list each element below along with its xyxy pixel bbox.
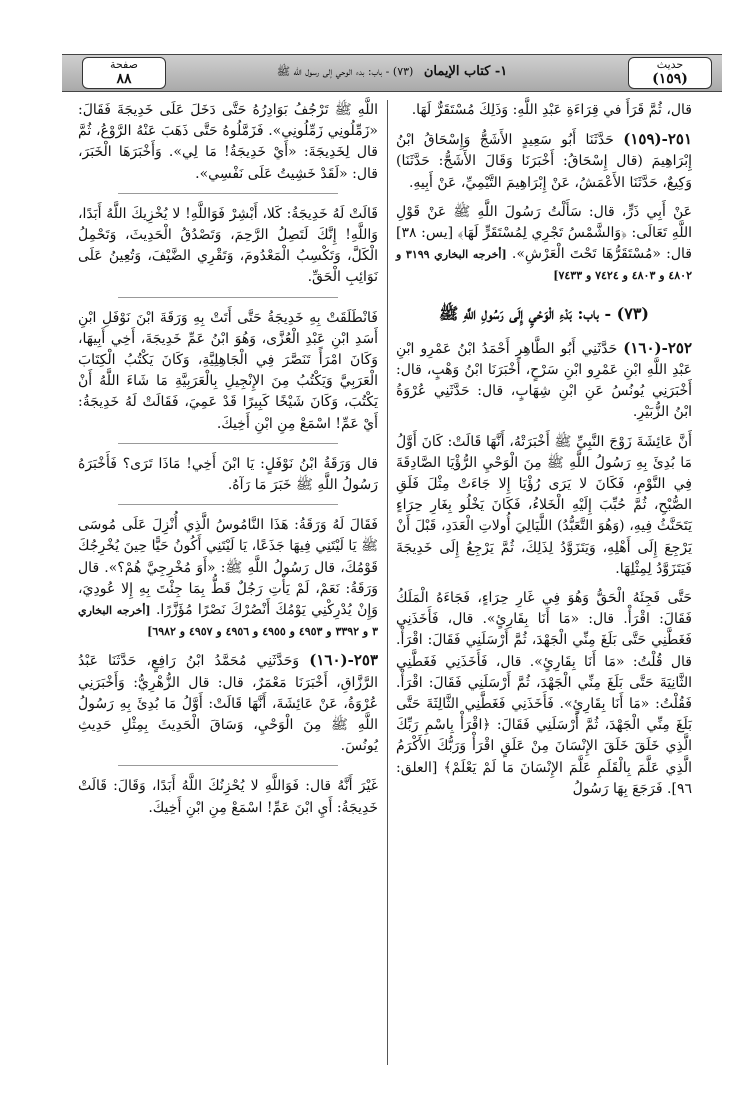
hadith-number: ٢٥٣-(١٦٠) <box>309 651 379 670</box>
hadith-chain: حَدَّثَنَا أَبُو سَعِيدٍ الأَشَجُّ وَإِسْحَاقُ ابْنُ إِبْرَاهِيمَ (قال إِسْحَاقُ: أَخْبَرَنَا وَقَالَ الأَشَجُّ: حَدَّثَنَا) وَكِيعٌ، حَدَّثَنَا الأَعْمَشُ، عَنْ إِبْرَاهِيمَ التَّيْمِيِّ، عَنْ أَبِيهِ. <box>396 132 692 191</box>
separator <box>118 765 338 766</box>
paragraph: قال وَرَقَةُ ابْنُ نَوْفَلٍ: يَا ابْنَ أَخِي! مَاذَا تَرَى؟ فَأَخْبَرَهُ رَسُولُ اللَّهِ ﷺ خَبَرَ مَا رَآهُ. <box>78 455 378 494</box>
hadith-number: ٢٥١-(١٥٩) <box>623 130 692 149</box>
chapter-title: (٧٣) - باب: بدء الوحي إلى رسول الله ﷺ <box>276 65 414 78</box>
hadith-252-body-continued: حَتَّى فَجِئَهُ الْحَقُّ وَهُوَ فِي غَارِ حِرَاءٍ، فَجَاءَهُ الْمَلَكُ فَقَالَ: اقْرَأْ. قال: «مَا أَنَا بِقَارِئٍ». قال، فَأَخَذَنِي فَغَطَّنِي حَتَّى بَلَغَ مِنِّي الْجَهْدَ، ثُمَّ أَرْسَلَنِي فَقَالَ: اقْرَأْ. قال قُلْتُ: «مَا أَنَا بِقَارِئٍ». قال، فَأَخَذَنِي فَغَطَّنِي الثَّانِيَةَ حَتَّى بَلَغَ مِنِّي الْجَهْدَ، ثُمَّ أَرْسَلَنِي فَقَالَ: اقْرَأْ. فَقُلْتُ: «مَا أَنَا بِقَارِئٍ». فَأَخَذَنِي فَغَطَّنِي الثَّالِثَةَ حَتَّى بَلَغَ مِنِّي الْجَهْدَ، ثُمَّ أَرْسَلَنِي فَقَالَ: ﴿اقْرَأْ بِاسْمِ رَبِّكَ الَّذِي خَلَقَ خَلَقَ الإِنْسَانَ مِنْ عَلَقٍ اقْرَأْ وَرَبُّكَ الأَكْرَمُ الَّذِي عَلَّمَ بِالْقَلَمِ عَلَّمَ الإِنْسَانَ مَا لَمْ يَعْلَمْ﴾ [العلق: ٩٦]. فَرَجَعَ بِهَا رَسُولُ <box>396 590 692 797</box>
page-number-box <box>82 57 166 89</box>
hadith-chain: وَحَدَّثَنِي مُحَمَّدُ ابْنُ رَافِعٍ، حَدَّثَنَا عَبْدُ الرَّزَّاقِ، أَخْبَرَنَا مَعْمَرٌ، قال: قال الزُّهْرِيُّ: وَأَخْبَرَنِي عُرْوَةُ، عَنْ عَائِشَةَ، أَنَّهَا قَالَتْ: أَوَّلُ مَا بُدِئَ بِهِ رَسُولُ اللَّهِ ﷺ مِنَ الْوَحْيِ، وَسَاقَ الْحَدِيثَ بِمِثْلِ حَدِيثِ يُونُسَ. <box>78 653 378 755</box>
hadith-reference: [أخرجه البخاري ٣ و ٣٣٩٢ و ٤٩٥٣ و ٤٩٥٥ و ٤٩٥٦ و ٤٩٥٧ و ٦٩٨٢] <box>78 604 378 639</box>
hadith-chain: حَدَّثَنِي أَبُو الطَّاهِرِ أَحْمَدُ ابْنُ عَمْرِو ابْنِ عَبْدِ اللَّهِ ابْنِ عَمْرِو ابْنِ سَرْحٍ، أَخْبَرَنَا ابْنُ وَهْبٍ، قال: أَخْبَرَنِي يُونُسُ عَنِ ابْنِ شِهَابٍ، قال: حَدَّثَنِي عُرْوَةُ ابْنُ الزُّبَيْرِ. <box>396 340 692 421</box>
chapter-heading: (٧٣) - باب: بَدْءِ الْوَحْيِ إِلَى رَسُولِ اللَّهِ ﷺ <box>439 303 649 323</box>
paragraph: اللَّهِ ﷺ تَرْجُفُ بَوَادِرُهُ حَتَّى دَخَلَ عَلَى خَدِيجَةَ فَقَالَ: «زَمِّلُونِي زَمِّلُونِي». فَزَمَّلُوهُ حَتَّى ذَهَبَ عَنْهُ الرَّوْعُ، ثُمَّ قال لِخَدِيجَةَ: «أَيْ خَدِيجَةُ! مَا لِي». وَأَخْبَرَهَا الْخَبَرَ، قال: «لَقَدْ خَشِيتُ عَلَى نَفْسِي». <box>78 102 378 182</box>
hadith-252 <box>396 338 692 424</box>
hadith-251 <box>396 129 692 194</box>
separator <box>118 297 338 298</box>
page-header <box>62 54 722 92</box>
hadith-number: ٢٥٢-(١٦٠) <box>623 338 692 357</box>
paragraph: غَيْرَ أَنَّهُ قال: فَوَاللَّهِ لا يُحْزِنُكَ اللَّهُ أَبَدًا، وَقَالَ: قَالَتْ خَدِيجَةُ: أَيِ ابْنَ عَمِّ! اسْمَعْ مِنِ ابْنِ أَخِيكَ. <box>78 778 378 816</box>
column-divider <box>387 100 388 1065</box>
hadith-range: (١٥٩) <box>652 71 688 87</box>
hadith-reference: [أخرجه البخاري ٣١٩٩ و ٤٨٠٢ و ٤٨٠٣ و ٧٤٢٤ و ٧٤٣٣] <box>396 248 692 283</box>
separator <box>118 443 338 444</box>
hadith-text: فَقَالَ لَهُ وَرَقَةُ: هَذَا النَّامُوسُ الَّذِي أُنْزِلَ عَلَى مُوسَى ﷺ يَا لَيْتَنِي فِيهَا جَذَعًا، يَا لَيْتَنِي أَكُونُ حَيًّا حِينَ يُخْرِجُكَ قَوْمُكَ، قال رَسُولُ اللَّهِ ﷺ: «أَوَ مُخْرِجِيَّ هُمْ؟». قال وَرَقَةُ: نَعَمْ، لَمْ يَأْتِ رَجُلٌ قَطُّ بِمَا جِئْتَ بِهِ إِلا عُودِيَ، وَإِنْ يُدْرِكْنِي يَوْمُكَ أَنْصُرْكَ نَصْرًا مُؤَزَّرًا. <box>78 517 379 619</box>
page-label: صفحة <box>110 58 138 71</box>
paragraph: قَالَتْ لَهُ خَدِيجَةُ: كَلا، أَبْشِرْ فَوَاللَّهِ! لا يُخْزِيكَ اللَّهُ أَبَدًا، وَاللَّهِ! إِنَّكَ لَتَصِلُ الرَّحِمَ، وَتَصْدُقُ الْحَدِيثَ، وَتَحْمِلُ الْكَلَّ، وَتَكْسِبُ الْمَعْدُومَ، وَتَقْرِي الضَّيْفَ، وَتُعِينُ عَلَى نَوَائِبِ الْحَقِّ. <box>78 205 378 286</box>
separator <box>118 193 338 194</box>
paragraph: قال، ثُمَّ قَرَأَ في قِرَاءَةِ عَبْدِ اللَّهِ: وَذَلِكَ مُسْتَقَرٌّ لَهَا. <box>411 102 692 118</box>
hadith-number-box <box>628 57 712 89</box>
left-column <box>78 100 378 827</box>
hadith-251-body <box>396 202 692 287</box>
book-title: ١- كتاب الإيمان <box>423 64 508 79</box>
paragraph <box>78 515 378 642</box>
hadith-text: عَنْ أَبِي ذَرٍّ، قال: سَأَلْتُ رَسُولَ اللَّهِ ﷺ عَنْ قَوْلِ اللَّهِ تَعَالَى: ﴿وَالشَّمْسُ تَجْرِي لِمُسْتَقَرٍّ لَهَا﴾ [يس: ٣٨] قال: «مُسْتَقَرُّهَا تَحْتَ الْعَرْشِ». <box>396 203 692 263</box>
running-title <box>172 64 612 81</box>
right-column <box>396 100 692 808</box>
hadith-252-body: أَنَّ عَائِشَةَ زَوْجَ النَّبِيِّ ﷺ أَخْبَرَتْهُ، أَنَّهَا قَالَتْ: كَانَ أَوَّلُ مَا بُدِئَ بِهِ رَسُولُ اللَّهِ ﷺ مِنَ الْوَحْيِ الرُّؤْيَا الصَّادِقَةَ فِي النَّوْمِ، فَكَانَ لا يَرَى رُؤْيَا إِلا جَاءَتْ مِثْلَ فَلَقِ الصُّبْحِ، ثُمَّ حُبِّبَ إِلَيْهِ الْخَلاءُ، فَكَانَ يَخْلُو بِغَارِ حِرَاءٍ يَتَحَنَّثُ فِيهِ، (وَهُوَ التَّعَبُّدُ) اللَّيَالِيَ أُولاتِ الْعَدَدِ، قَبْلَ أَنْ يَرْجِعَ إِلَى أَهْلِهِ، وَيَتَزَوَّدُ لِذَلِكَ، ثُمَّ يَرْجِعُ إِلَى خَدِيجَةَ فَيَتَزَوَّدُ لِمِثْلِهَا. <box>396 433 692 577</box>
page-number: ٨٨ <box>116 71 132 87</box>
hadith-label: حديث <box>656 58 684 71</box>
hadith-253 <box>78 650 378 757</box>
separator <box>118 504 338 505</box>
paragraph: فَانْطَلَقَتْ بِهِ خَدِيجَةُ حَتَّى أَتَتْ بِهِ وَرَقَةَ ابْنَ نَوْفَلِ ابْنِ أَسَدِ ابْنِ عَبْدِ الْعُزَّى، وَهُوَ ابْنُ عَمِّ خَدِيجَةَ، أَخِي أَبِيهَا، وَكَانَ امْرَأً تَنَصَّرَ فِي الْجَاهِلِيَّةِ، وَكَانَ يَكْتُبُ الْكِتَابَ الْعَرَبِيَّ وَيَكْتُبُ مِنَ الإِنْجِيلِ بِالْعَرَبِيَّةِ مَا شَاءَ اللَّهُ أَنْ يَكْتُبَ، وَكَانَ شَيْخًا كَبِيرًا قَدْ عَمِيَ، فَقَالَتْ لَهُ خَدِيجَةُ: أَيْ عَمِّ! اسْمَعْ مِنِ ابْنِ أَخِيكَ. <box>78 309 378 432</box>
